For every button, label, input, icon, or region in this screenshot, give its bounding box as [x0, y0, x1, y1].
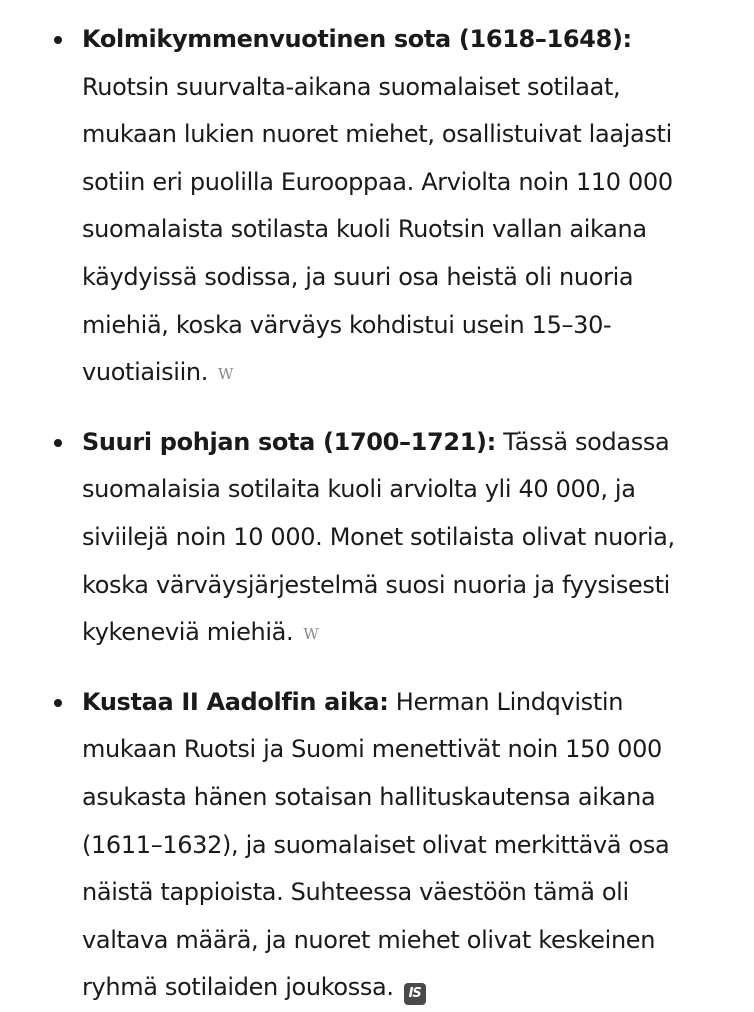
item-heading: Kolmikymmenvuotinen sota (1618–1648): [82, 25, 632, 53]
item-body: Ruotsin suurvalta-aikana suomalaiset sotilaat, mukaan lukien nuoret miehet, osallistuivat laajasti sotiin eri puolilla Eurooppaa. Arviolta noin 110 000 suomalaista sotilasta kuoli Ruotsin vallan aikana käydyissä sodissa, ja suuri osa heistä oli nuoria miehiä, koska värväys kohdistui usein 15–30-vuotiaisiin. [82, 72, 673, 387]
list-item [54, 419, 716, 659]
list-item [54, 16, 716, 399]
ilta-sanomat-icon[interactable]: IS [404, 983, 426, 1005]
list-item [54, 679, 716, 1012]
item-body: Herman Lindqvistin mukaan Ruotsi ja Suomi menettivät noin 150 000 asukasta hänen sotaisan hallituskautensa aikana (1611–1632), ja suomalaiset olivat merkittävä osa näistä tappioista. Suhteessa väestöön tämä oli valtava määrä, ja nuoret miehet olivat keskeinen ryhmä sotilaiden joukossa. [82, 687, 670, 1002]
wikipedia-icon[interactable]: W [303, 625, 318, 644]
item-heading: Kustaa II Aadolfin aika: [82, 687, 389, 716]
wikipedia-icon[interactable]: W [218, 365, 233, 384]
bullet-dot [54, 699, 62, 707]
bullet-dot [54, 36, 62, 44]
bullet-list [54, 16, 716, 1012]
bullet-dot [54, 439, 62, 447]
item-body: Tässä sodassa suomalaisia sotilaita kuoli arviolta yli 40 000, ja siviilejä noin 10 000. Monet sotilaista olivat nuoria, koska värväysjärjestelmä suosi nuoria ja fyysisesti kykeneviä miehiä. [82, 427, 675, 647]
item-heading: Suuri pohjan sota (1700–1721): [82, 427, 496, 456]
